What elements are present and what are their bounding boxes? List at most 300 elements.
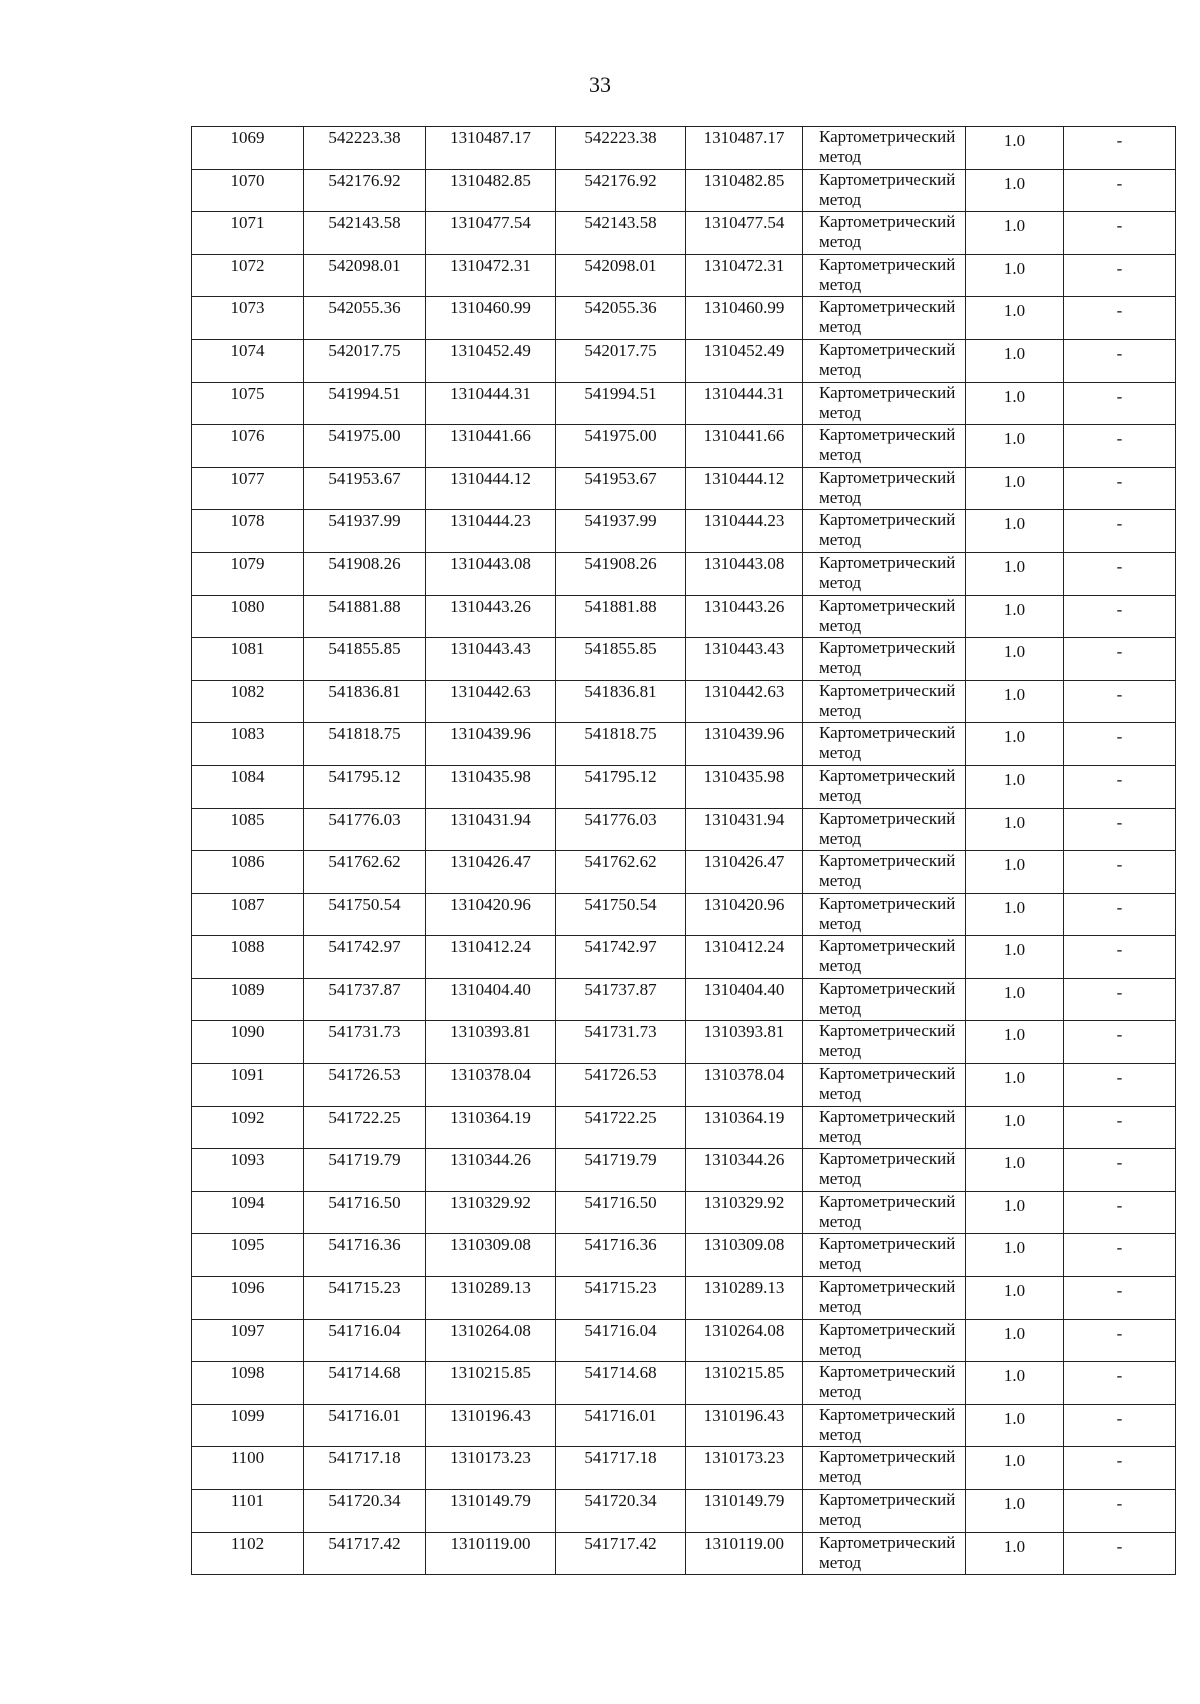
method-cell <box>803 893 966 936</box>
accuracy-cell <box>966 1191 1064 1234</box>
point-number-text: 1099 <box>230 1405 265 1425</box>
table-row <box>192 1277 1176 1320</box>
y-refined-cell <box>686 1532 803 1575</box>
method-text: Картометрический метод <box>819 425 956 465</box>
point-number-cell <box>192 552 304 595</box>
point-number-cell <box>192 1447 304 1490</box>
point-number-text: 1098 <box>230 1363 265 1383</box>
point-number-text: 1093 <box>230 1150 265 1170</box>
y-existing-cell <box>426 1532 556 1575</box>
description-cell <box>1064 1362 1176 1405</box>
accuracy-cell <box>966 765 1064 808</box>
x-existing-text: 541714.68 <box>328 1363 401 1383</box>
y-refined-cell <box>686 467 803 510</box>
y-refined-text: 1310393.81 <box>703 1022 785 1042</box>
method-cell <box>803 510 966 553</box>
x-existing-text: 541742.97 <box>328 937 401 957</box>
y-refined-cell <box>686 1234 803 1277</box>
y-existing-cell <box>426 212 556 255</box>
description-cell <box>1064 723 1176 766</box>
description-text: - <box>1116 599 1123 619</box>
point-number-cell <box>192 1532 304 1575</box>
point-number-text: 1092 <box>230 1107 265 1127</box>
accuracy-text: 1.0 <box>1003 1068 1026 1088</box>
accuracy-text: 1.0 <box>1003 940 1026 960</box>
method-cell <box>803 1064 966 1107</box>
accuracy-cell <box>966 510 1064 553</box>
description-text: - <box>1116 131 1123 150</box>
method-cell <box>803 425 966 468</box>
method-cell <box>803 467 966 510</box>
accuracy-cell <box>966 212 1064 255</box>
point-number-text: 1071 <box>230 213 265 233</box>
accuracy-text: 1.0 <box>1003 684 1026 704</box>
x-refined-cell <box>556 212 686 255</box>
y-refined-text: 1310431.94 <box>703 809 785 829</box>
x-existing-text: 541776.03 <box>328 809 401 829</box>
y-refined-text: 1310477.54 <box>703 213 785 233</box>
y-existing-text: 1310441.66 <box>450 426 531 446</box>
accuracy-cell <box>966 339 1064 382</box>
x-refined-cell <box>556 936 686 979</box>
y-existing-text: 1310444.31 <box>450 383 531 403</box>
description-cell <box>1064 382 1176 425</box>
y-existing-text: 1310196.43 <box>450 1405 531 1425</box>
accuracy-cell <box>966 1149 1064 1192</box>
x-refined-cell <box>556 1404 686 1447</box>
description-cell <box>1064 808 1176 851</box>
description-cell <box>1064 680 1176 723</box>
x-existing-cell <box>304 254 426 297</box>
x-refined-cell <box>556 254 686 297</box>
x-refined-text: 541716.01 <box>584 1405 657 1425</box>
description-text: - <box>1116 386 1123 406</box>
accuracy-cell <box>966 680 1064 723</box>
point-number-cell <box>192 595 304 638</box>
table-row <box>192 552 1176 595</box>
x-existing-text: 541855.85 <box>328 639 401 659</box>
x-existing-cell <box>304 339 426 382</box>
y-existing-text: 1310289.13 <box>450 1278 531 1298</box>
description-cell <box>1064 1319 1176 1362</box>
x-refined-text: 541836.81 <box>584 681 657 701</box>
y-refined-cell <box>686 893 803 936</box>
description-text: - <box>1116 1451 1123 1471</box>
accuracy-cell <box>966 808 1064 851</box>
y-refined-text: 1310344.26 <box>703 1150 785 1170</box>
y-refined-cell <box>686 382 803 425</box>
method-cell <box>803 127 966 170</box>
y-refined-text: 1310420.96 <box>703 894 785 914</box>
method-cell <box>803 169 966 212</box>
point-number-text: 1080 <box>230 596 265 616</box>
accuracy-text: 1.0 <box>1003 982 1026 1002</box>
accuracy-cell <box>966 382 1064 425</box>
method-text: Картометрический метод <box>819 978 956 1018</box>
x-refined-cell <box>556 851 686 894</box>
x-refined-text: 541716.04 <box>584 1320 657 1340</box>
y-existing-text: 1310412.24 <box>450 937 531 957</box>
point-number-cell <box>192 467 304 510</box>
x-existing-text: 541716.04 <box>328 1320 401 1340</box>
method-cell <box>803 1319 966 1362</box>
method-text: Картометрический метод <box>819 510 956 550</box>
y-existing-cell <box>426 978 556 1021</box>
y-existing-cell <box>426 1191 556 1234</box>
point-number-cell <box>192 1277 304 1320</box>
accuracy-cell <box>966 893 1064 936</box>
description-text: - <box>1116 812 1123 832</box>
x-refined-text: 541937.99 <box>584 511 657 531</box>
y-refined-cell <box>686 1021 803 1064</box>
y-existing-text: 1310431.94 <box>450 809 531 829</box>
accuracy-text: 1.0 <box>1003 386 1026 406</box>
x-existing-text: 541731.73 <box>328 1022 401 1042</box>
method-cell <box>803 1362 966 1405</box>
y-existing-text: 1310420.96 <box>450 894 531 914</box>
accuracy-text: 1.0 <box>1003 343 1026 363</box>
table-row <box>192 638 1176 681</box>
y-refined-cell <box>686 808 803 851</box>
method-cell <box>803 978 966 1021</box>
y-refined-text: 1310149.79 <box>703 1491 785 1510</box>
point-number-cell <box>192 1490 304 1533</box>
y-existing-cell <box>426 552 556 595</box>
y-existing-cell <box>426 510 556 553</box>
x-existing-text: 541737.87 <box>328 979 401 999</box>
description-text: - <box>1116 1494 1123 1513</box>
y-refined-text: 1310309.08 <box>703 1235 785 1255</box>
point-number-text: 1075 <box>230 383 265 403</box>
x-refined-text: 541953.67 <box>584 468 657 488</box>
accuracy-cell <box>966 169 1064 212</box>
accuracy-text: 1.0 <box>1003 769 1026 789</box>
point-number-text: 1074 <box>230 340 265 360</box>
x-refined-cell <box>556 1021 686 1064</box>
x-existing-cell <box>304 1404 426 1447</box>
description-text: - <box>1116 343 1123 363</box>
method-text: Картометрический метод <box>819 1532 956 1572</box>
y-refined-text: 1310404.40 <box>703 979 785 999</box>
x-existing-text: 541953.67 <box>328 468 401 488</box>
x-refined-cell <box>556 1191 686 1234</box>
x-existing-text: 541937.99 <box>328 511 401 531</box>
y-existing-text: 1310442.63 <box>450 681 531 701</box>
point-number-text: 1081 <box>230 639 265 659</box>
description-text: - <box>1116 429 1123 449</box>
x-refined-cell <box>556 382 686 425</box>
accuracy-cell <box>966 1319 1064 1362</box>
y-existing-cell <box>426 1447 556 1490</box>
y-existing-text: 1310477.54 <box>450 213 531 233</box>
x-refined-cell <box>556 1362 686 1405</box>
y-existing-cell <box>426 1362 556 1405</box>
x-existing-text: 541722.25 <box>328 1107 401 1127</box>
description-text: - <box>1116 1195 1123 1215</box>
y-existing-text: 1310404.40 <box>450 979 531 999</box>
accuracy-text: 1.0 <box>1003 727 1026 747</box>
accuracy-cell <box>966 1106 1064 1149</box>
y-existing-text: 1310149.79 <box>450 1491 531 1510</box>
y-refined-cell <box>686 127 803 170</box>
description-text: - <box>1116 769 1123 789</box>
y-existing-text: 1310443.43 <box>450 639 531 659</box>
method-cell <box>803 254 966 297</box>
description-cell <box>1064 893 1176 936</box>
method-text: Картометрический метод <box>819 1021 956 1061</box>
y-refined-cell <box>686 339 803 382</box>
x-existing-text: 541836.81 <box>328 681 401 701</box>
point-number-cell <box>192 765 304 808</box>
method-text: Картометрический метод <box>819 1064 956 1104</box>
y-refined-text: 1310444.31 <box>703 383 785 403</box>
x-existing-text: 542055.36 <box>328 298 401 318</box>
y-refined-cell <box>686 595 803 638</box>
x-existing-cell <box>304 425 426 468</box>
point-number-text: 1073 <box>230 298 265 318</box>
y-refined-text: 1310444.12 <box>703 468 785 488</box>
method-text: Картометрический метод <box>819 254 956 294</box>
x-existing-cell <box>304 680 426 723</box>
x-refined-text: 542176.92 <box>584 170 657 190</box>
y-refined-cell <box>686 1319 803 1362</box>
x-existing-text: 541716.01 <box>328 1405 401 1425</box>
x-existing-cell <box>304 595 426 638</box>
accuracy-cell <box>966 638 1064 681</box>
y-refined-cell <box>686 169 803 212</box>
point-number-cell <box>192 297 304 340</box>
description-cell <box>1064 1064 1176 1107</box>
description-text: - <box>1116 1281 1123 1301</box>
accuracy-text: 1.0 <box>1003 642 1026 662</box>
y-existing-cell <box>426 765 556 808</box>
y-existing-cell <box>426 723 556 766</box>
y-refined-cell <box>686 1277 803 1320</box>
x-existing-text: 541717.42 <box>328 1533 401 1553</box>
accuracy-text: 1.0 <box>1003 471 1026 491</box>
description-text: - <box>1116 471 1123 491</box>
table-row <box>192 169 1176 212</box>
description-text: - <box>1116 1536 1123 1556</box>
x-existing-cell <box>304 638 426 681</box>
table-row <box>192 851 1176 894</box>
method-text: Картометрический метод <box>819 1277 956 1317</box>
point-number-cell <box>192 1064 304 1107</box>
description-text: - <box>1116 1366 1123 1386</box>
method-text: Картометрический метод <box>819 1106 956 1146</box>
accuracy-text: 1.0 <box>1003 599 1026 619</box>
point-number-cell <box>192 1191 304 1234</box>
point-number-text: 1085 <box>230 809 265 829</box>
x-existing-text: 541726.53 <box>328 1065 401 1085</box>
point-number-text: 1076 <box>230 426 265 446</box>
point-number-cell <box>192 680 304 723</box>
y-existing-text: 1310443.08 <box>450 553 531 573</box>
description-cell <box>1064 765 1176 808</box>
x-refined-cell <box>556 978 686 1021</box>
method-cell <box>803 1106 966 1149</box>
method-cell <box>803 1149 966 1192</box>
method-text: Картометрический метод <box>819 851 956 891</box>
description-cell <box>1064 595 1176 638</box>
x-existing-text: 541716.36 <box>328 1235 401 1255</box>
accuracy-text: 1.0 <box>1003 1366 1026 1386</box>
x-existing-text: 542017.75 <box>328 340 401 360</box>
x-existing-cell <box>304 1106 426 1149</box>
accuracy-cell <box>966 127 1064 170</box>
table-row <box>192 1064 1176 1107</box>
method-cell <box>803 1234 966 1277</box>
x-existing-cell <box>304 723 426 766</box>
method-text: Картометрический метод <box>819 339 956 379</box>
y-refined-text: 1310441.66 <box>703 426 785 446</box>
y-existing-cell <box>426 254 556 297</box>
x-existing-cell <box>304 1532 426 1575</box>
table-row <box>192 680 1176 723</box>
table-row <box>192 723 1176 766</box>
x-refined-cell <box>556 765 686 808</box>
point-number-cell <box>192 1106 304 1149</box>
accuracy-cell <box>966 297 1064 340</box>
description-text: - <box>1116 1068 1123 1088</box>
method-cell <box>803 1404 966 1447</box>
point-number-text: 1097 <box>230 1320 265 1340</box>
y-refined-text: 1310435.98 <box>703 766 785 786</box>
method-cell <box>803 595 966 638</box>
point-number-text: 1094 <box>230 1192 265 1212</box>
point-number-cell <box>192 1362 304 1405</box>
x-existing-cell <box>304 552 426 595</box>
description-text: - <box>1116 1110 1123 1130</box>
y-existing-text: 1310487.17 <box>450 128 531 147</box>
x-refined-text: 541731.73 <box>584 1022 657 1042</box>
accuracy-text: 1.0 <box>1003 1110 1026 1130</box>
method-text: Картометрический метод <box>819 382 956 422</box>
accuracy-cell <box>966 1362 1064 1405</box>
y-refined-cell <box>686 1106 803 1149</box>
table-row <box>192 1362 1176 1405</box>
table-row <box>192 212 1176 255</box>
accuracy-cell <box>966 1277 1064 1320</box>
point-number-cell <box>192 1021 304 1064</box>
point-number-cell <box>192 978 304 1021</box>
y-refined-text: 1310472.31 <box>703 255 785 275</box>
y-refined-text: 1310444.23 <box>703 511 785 531</box>
method-cell <box>803 1532 966 1575</box>
x-existing-cell <box>304 1362 426 1405</box>
x-existing-text: 541715.23 <box>328 1278 401 1298</box>
accuracy-text: 1.0 <box>1003 1451 1026 1471</box>
point-number-text: 1084 <box>230 766 265 786</box>
accuracy-text: 1.0 <box>1003 429 1026 449</box>
point-number-text: 1088 <box>230 937 265 957</box>
point-number-text: 1102 <box>230 1533 265 1553</box>
description-text: - <box>1116 556 1123 576</box>
method-cell <box>803 382 966 425</box>
method-text: Картометрический метод <box>819 893 956 933</box>
y-existing-text: 1310264.08 <box>450 1320 531 1340</box>
y-refined-cell <box>686 936 803 979</box>
point-number-cell <box>192 936 304 979</box>
y-refined-cell <box>686 552 803 595</box>
method-text: Картометрический метод <box>819 638 956 678</box>
x-refined-text: 542143.58 <box>584 213 657 233</box>
description-cell <box>1064 1191 1176 1234</box>
y-refined-cell <box>686 1447 803 1490</box>
x-refined-text: 541717.42 <box>584 1533 657 1553</box>
x-refined-cell <box>556 552 686 595</box>
accuracy-text: 1.0 <box>1003 1153 1026 1173</box>
point-number-text: 1101 <box>230 1491 265 1510</box>
accuracy-text: 1.0 <box>1003 1238 1026 1258</box>
accuracy-cell <box>966 1064 1064 1107</box>
x-refined-cell <box>556 1064 686 1107</box>
accuracy-text: 1.0 <box>1003 1536 1026 1556</box>
method-text: Картометрический метод <box>819 1362 956 1402</box>
accuracy-text: 1.0 <box>1003 216 1026 236</box>
accuracy-cell <box>966 552 1064 595</box>
y-refined-cell <box>686 297 803 340</box>
point-number-text: 1095 <box>230 1235 265 1255</box>
y-existing-cell <box>426 680 556 723</box>
point-number-text: 1087 <box>230 894 265 914</box>
x-existing-cell <box>304 297 426 340</box>
x-existing-cell <box>304 1277 426 1320</box>
point-number-cell <box>192 127 304 170</box>
x-refined-text: 541726.53 <box>584 1065 657 1085</box>
description-cell <box>1064 212 1176 255</box>
y-existing-text: 1310452.49 <box>450 340 531 360</box>
point-number-text: 1069 <box>230 128 265 147</box>
method-cell <box>803 851 966 894</box>
accuracy-cell <box>966 936 1064 979</box>
point-number-cell <box>192 1319 304 1362</box>
y-existing-cell <box>426 339 556 382</box>
x-existing-text: 541717.18 <box>328 1448 401 1468</box>
table-row <box>192 1149 1176 1192</box>
description-cell <box>1064 169 1176 212</box>
y-existing-cell <box>426 1404 556 1447</box>
table-row <box>192 1191 1176 1234</box>
x-refined-text: 541776.03 <box>584 809 657 829</box>
accuracy-cell <box>966 254 1064 297</box>
description-text: - <box>1116 1153 1123 1173</box>
description-cell <box>1064 425 1176 468</box>
method-text: Картометрический метод <box>819 808 956 848</box>
x-refined-cell <box>556 1319 686 1362</box>
accuracy-cell <box>966 1234 1064 1277</box>
y-existing-text: 1310472.31 <box>450 255 531 275</box>
method-text: Картометрический метод <box>819 1234 956 1274</box>
x-existing-text: 541716.50 <box>328 1192 401 1212</box>
y-existing-cell <box>426 638 556 681</box>
method-cell <box>803 1021 966 1064</box>
description-cell <box>1064 978 1176 1021</box>
accuracy-text: 1.0 <box>1003 1025 1026 1045</box>
x-refined-cell <box>556 467 686 510</box>
table-row <box>192 1106 1176 1149</box>
y-refined-text: 1310364.19 <box>703 1107 785 1127</box>
method-text: Картометрический метод <box>819 1447 956 1487</box>
y-existing-cell <box>426 1277 556 1320</box>
y-existing-text: 1310119.00 <box>450 1533 531 1553</box>
accuracy-text: 1.0 <box>1003 812 1026 832</box>
description-text: - <box>1116 301 1123 321</box>
x-refined-cell <box>556 723 686 766</box>
x-existing-cell <box>304 1021 426 1064</box>
x-existing-text: 541720.34 <box>328 1491 401 1510</box>
x-existing-cell <box>304 1064 426 1107</box>
